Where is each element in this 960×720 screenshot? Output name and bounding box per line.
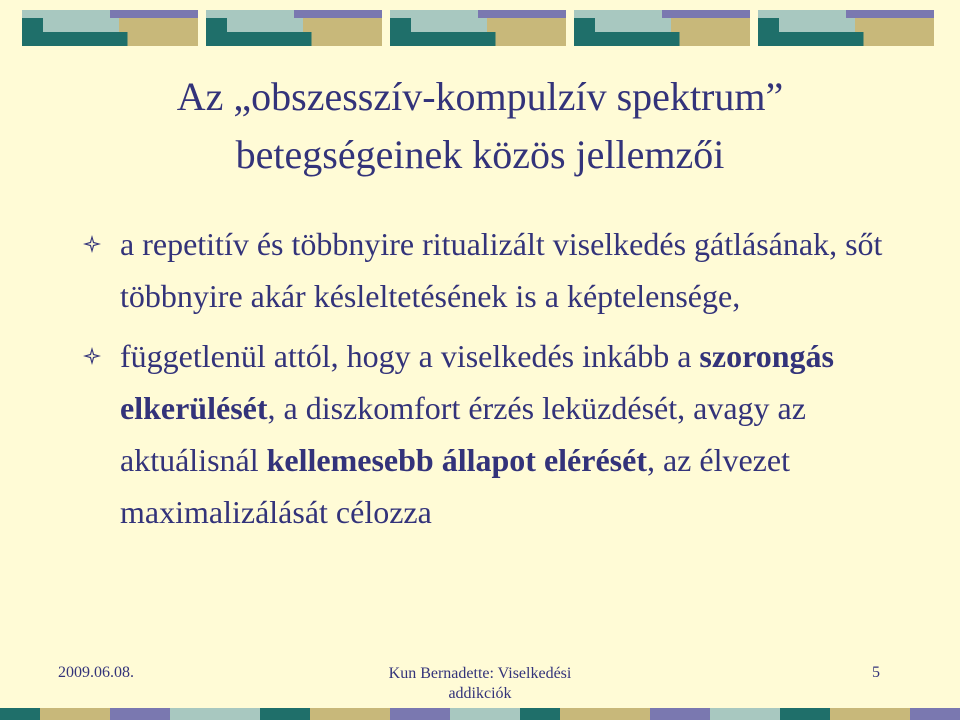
top-bar-segment <box>206 10 382 46</box>
bullet-list <box>70 218 900 546</box>
bottom-bar-segment <box>650 708 710 720</box>
four-diamond-bullet-icon <box>82 346 102 366</box>
bottom-bar-segment <box>40 708 110 720</box>
four-diamond-bullet-icon <box>82 234 102 254</box>
bottom-bar-segment <box>780 708 830 720</box>
bottom-bar-segment <box>710 708 780 720</box>
bottom-bar-segment <box>170 708 260 720</box>
top-bar-segment <box>758 10 934 46</box>
top-bar-segment <box>390 10 566 46</box>
bottom-bar-segment <box>110 708 170 720</box>
footer-author-line-1: Kun Bernadette: Viselkedési <box>388 665 572 682</box>
bullet-bold-1: szorongás elkerülését <box>120 338 834 426</box>
title-line-1: Az „obszesszív-kompulzív spektrum” <box>176 74 784 119</box>
bullet-text-2c: , az élvezet maximalizálását célozza <box>120 442 790 530</box>
bottom-bar-segment <box>310 708 390 720</box>
slide-title <box>40 68 920 184</box>
bottom-bar-segment <box>260 708 310 720</box>
page-number: 5 <box>872 664 880 681</box>
bottom-decorative-bar <box>0 708 960 720</box>
footer-author-line-2: addikciók <box>448 685 512 702</box>
bullet-item-2 <box>70 330 900 538</box>
bottom-bar-segment <box>450 708 520 720</box>
bottom-bar-segment <box>390 708 450 720</box>
bullet-item-1 <box>70 218 900 322</box>
top-decorative-bar <box>22 10 938 46</box>
bottom-bar-segment <box>560 708 650 720</box>
bullet-text-2b: , a diszkomfort érzés leküzdését, avagy az aktuálisnál <box>120 390 806 478</box>
bottom-bar-segment <box>0 708 40 720</box>
footer-author <box>330 664 630 704</box>
title-line-2: betegségeinek közös jellemzői <box>235 132 725 177</box>
bullet-text-1: a repetitív és többnyire ritualizált viselkedés gátlásának, sőt többnyire akár késleltetésének is a képtelensége, <box>120 226 883 314</box>
top-bar-segment <box>574 10 750 46</box>
bullet-bold-2: kellemesebb állapot elérését <box>266 442 647 478</box>
bottom-bar-segment <box>830 708 910 720</box>
bottom-bar-segment <box>910 708 960 720</box>
bottom-bar-segment <box>520 708 560 720</box>
footer-date: 2009.06.08. <box>58 664 134 681</box>
top-bar-segment <box>22 10 198 46</box>
bullet-text-2a: függetlenül attól, hogy a viselkedés inkább a <box>120 338 700 374</box>
